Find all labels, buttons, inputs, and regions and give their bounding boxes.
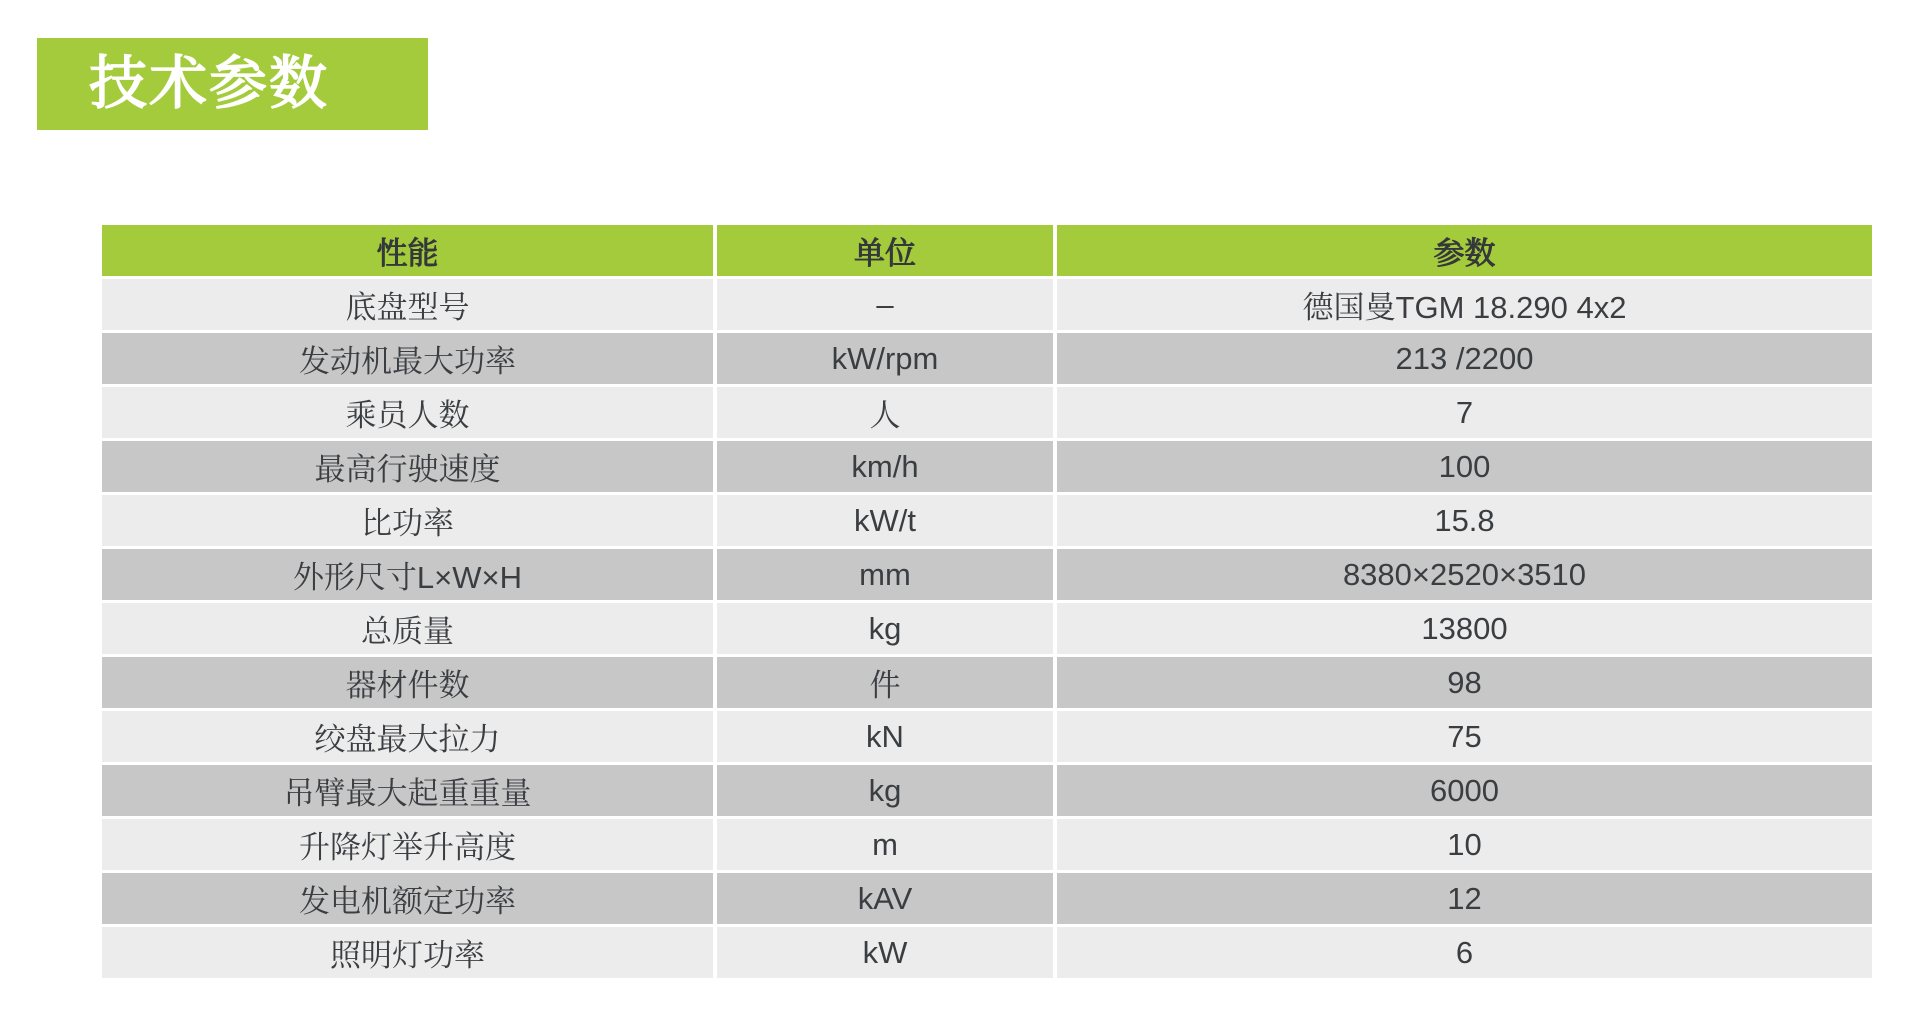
spec-name-cell: 器材件数: [100, 656, 715, 710]
spec-unit-cell: kg: [715, 602, 1055, 656]
spec-unit-cell: –: [715, 278, 1055, 332]
spec-name-cell: 乘员人数: [100, 386, 715, 440]
spec-name-cell: 比功率: [100, 494, 715, 548]
table-row: [100, 386, 1874, 440]
table-row: [100, 332, 1874, 386]
column-header-performance: 性能: [100, 224, 715, 278]
spec-name-cell: 发动机最大功率: [100, 332, 715, 386]
spec-unit-cell: kAV: [715, 872, 1055, 926]
spec-value-cell: 15.8: [1055, 494, 1874, 548]
table-row: [100, 656, 1874, 710]
table-body: [100, 278, 1874, 980]
spec-unit-cell: kg: [715, 764, 1055, 818]
table-row: [100, 440, 1874, 494]
spec-unit-cell: km/h: [715, 440, 1055, 494]
spec-value-cell: 6: [1055, 926, 1874, 980]
spec-value-cell: 10: [1055, 818, 1874, 872]
spec-value-cell: 100: [1055, 440, 1874, 494]
spec-value-cell: 75: [1055, 710, 1874, 764]
spec-name-cell: 总质量: [100, 602, 715, 656]
spec-unit-cell: 人: [715, 386, 1055, 440]
spec-name-cell: 吊臂最大起重重量: [100, 764, 715, 818]
table-row: [100, 926, 1874, 980]
table-row: [100, 872, 1874, 926]
spec-table: [98, 222, 1876, 981]
spec-unit-cell: kN: [715, 710, 1055, 764]
table-row: [100, 278, 1874, 332]
spec-value-cell: 98: [1055, 656, 1874, 710]
table-row: [100, 548, 1874, 602]
column-header-unit: 单位: [715, 224, 1055, 278]
spec-unit-cell: m: [715, 818, 1055, 872]
table-row: [100, 494, 1874, 548]
spec-name-cell: 升降灯举升高度: [100, 818, 715, 872]
column-header-parameter: 参数: [1055, 224, 1874, 278]
spec-value-cell: 213 /2200: [1055, 332, 1874, 386]
spec-name-cell: 发电机额定功率: [100, 872, 715, 926]
spec-unit-cell: kW/t: [715, 494, 1055, 548]
spec-unit-cell: 件: [715, 656, 1055, 710]
table-row: [100, 710, 1874, 764]
section-title: 技术参数: [89, 51, 330, 116]
spec-value-cell: 12: [1055, 872, 1874, 926]
spec-name-cell: 绞盘最大拉力: [100, 710, 715, 764]
spec-value-cell: 7: [1055, 386, 1874, 440]
section-title-banner: [37, 38, 428, 130]
spec-value-cell: 德国曼TGM 18.290 4x2: [1055, 278, 1874, 332]
spec-unit-cell: kW/rpm: [715, 332, 1055, 386]
table-row: [100, 764, 1874, 818]
spec-value-cell: 8380×2520×3510: [1055, 548, 1874, 602]
spec-name-cell: 底盘型号: [100, 278, 715, 332]
spec-name-cell: 外形尺寸L×W×H: [100, 548, 715, 602]
spec-name-cell: 照明灯功率: [100, 926, 715, 980]
table-header-row: [100, 224, 1874, 278]
spec-value-cell: 13800: [1055, 602, 1874, 656]
spec-value-cell: 6000: [1055, 764, 1874, 818]
spec-unit-cell: kW: [715, 926, 1055, 980]
table-row: [100, 602, 1874, 656]
spec-unit-cell: mm: [715, 548, 1055, 602]
table-row: [100, 818, 1874, 872]
spec-name-cell: 最高行驶速度: [100, 440, 715, 494]
